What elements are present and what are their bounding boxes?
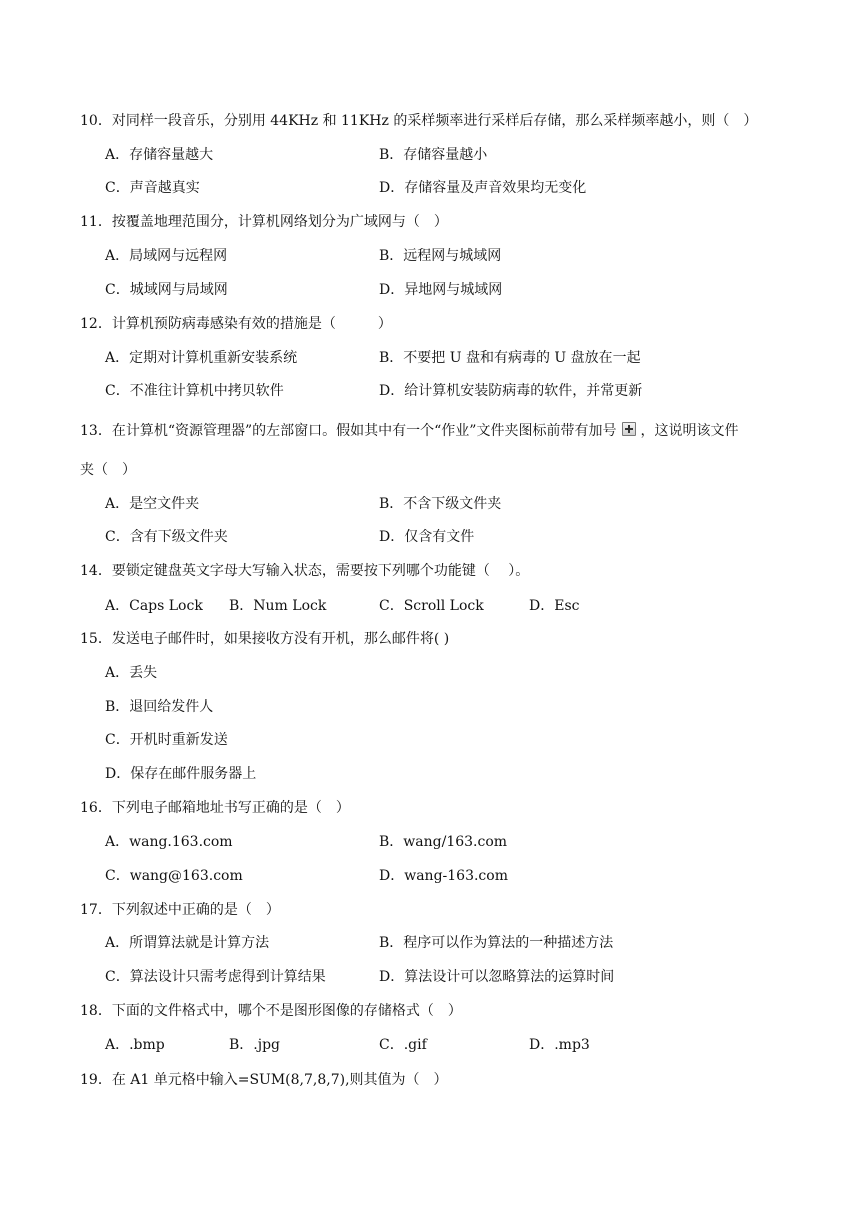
question-12-option-c: C．不准往计算机中拷贝软件 (105, 383, 284, 399)
question-13-stem-part2: ，这说明该文件 (640, 423, 739, 439)
question-18-option-d: D．.mp3 (529, 1037, 590, 1053)
question-11-option-a: A．局域网与远程网 (105, 248, 228, 264)
question-10-option-b: B．存储容量越小 (379, 147, 488, 163)
question-19-stem: 19．在 A1 单元格中输入=SUM(8,7,8,7),则其值为（ ） (80, 1072, 448, 1088)
question-10-stem: 10．对同样一段音乐，分别用 44KHz 和 11KHz 的采样频率进行采样后存储，那么采样频率越小，则（ ） (80, 113, 758, 129)
question-14-option-a: A．Caps Lock (105, 598, 203, 614)
question-14-option-b: B．Num Lock (229, 598, 327, 614)
question-14-option-c: C．Scroll Lock (379, 598, 484, 614)
question-18-option-a: A．.bmp (105, 1037, 165, 1053)
question-13-option-a: A．是空文件夹 (105, 496, 200, 512)
question-17-option-d: D．算法设计可以忽略算法的运算时间 (379, 969, 615, 985)
question-13-option-b: B．不含下级文件夹 (379, 496, 502, 512)
question-15-option-d: D．保存在邮件服务器上 (105, 766, 257, 782)
question-16-option-d: D．wang-163.com (379, 868, 508, 884)
question-15-option-c: C．开机时重新发送 (105, 732, 228, 748)
question-12-stem: 12．计算机预防病毒感染有效的措施是（ ） (80, 316, 392, 332)
question-10-option-a: A．存储容量越大 (105, 147, 214, 163)
question-17-option-c: C．算法设计只需考虑得到计算结果 (105, 969, 326, 985)
question-18-stem: 18．下面的文件格式中，哪个不是图形图像的存储格式（ ） (80, 1003, 462, 1019)
question-16-option-a: A．wang.163.com (105, 834, 233, 850)
question-15-option-a: A．丢失 (105, 665, 158, 681)
question-18-option-c: C．.gif (379, 1037, 427, 1053)
question-12-option-b: B．不要把 U 盘和有病毒的 U 盘放在一起 (379, 350, 641, 366)
plus-box-icon (622, 422, 636, 436)
question-11-option-c: C．城域网与局域网 (105, 282, 228, 298)
question-16-option-b: B．wang/163.com (379, 834, 508, 850)
question-15-option-b: B．退回给发件人 (105, 699, 214, 715)
question-16-stem: 16．下列电子邮箱地址书写正确的是（ ） (80, 800, 350, 816)
question-17-option-a: A．所谓算法就是计算方法 (105, 935, 270, 951)
question-14-option-d: D．Esc (529, 598, 580, 614)
question-10-option-c: C．声音越真实 (105, 180, 200, 196)
question-11-stem: 11．按覆盖地理范围分，计算机网络划分为广域网与（ ） (80, 214, 448, 230)
question-17-option-b: B．程序可以作为算法的一种描述方法 (379, 935, 614, 951)
question-10-option-d: D．存储容量及声音效果均无变化 (379, 180, 587, 196)
question-17-stem: 17．下列叙述中正确的是（ ） (80, 902, 280, 918)
question-16-option-c: C．wang@163.com (105, 868, 243, 884)
question-13-option-d: D．仅含有文件 (379, 529, 475, 545)
question-13-stem-part1: 13．在计算机“资源管理器”的左部窗口。假如其中有一个“作业”文件夹图标前带有加号 (80, 423, 617, 439)
question-13-option-c: C．含有下级文件夹 (105, 529, 228, 545)
question-15-stem: 15．发送电子邮件时，如果接收方没有开机，那么邮件将( ) (80, 631, 450, 647)
question-11-option-d: D．异地网与城域网 (379, 282, 503, 298)
question-12-option-a: A．定期对计算机重新安装系统 (105, 350, 298, 366)
question-18-option-b: B．.jpg (229, 1037, 281, 1053)
question-12-option-d: D．给计算机安装防病毒的软件，并常更新 (379, 383, 643, 399)
question-11-option-b: B．远程网与城域网 (379, 248, 502, 264)
question-14-stem: 14．要锁定键盘英文字母大写输入状态，需要按下列哪个功能键（ ）。 (80, 563, 530, 579)
question-13-stem (80, 421, 738, 441)
question-13-stem-continued: 夹（ ） (80, 462, 136, 478)
